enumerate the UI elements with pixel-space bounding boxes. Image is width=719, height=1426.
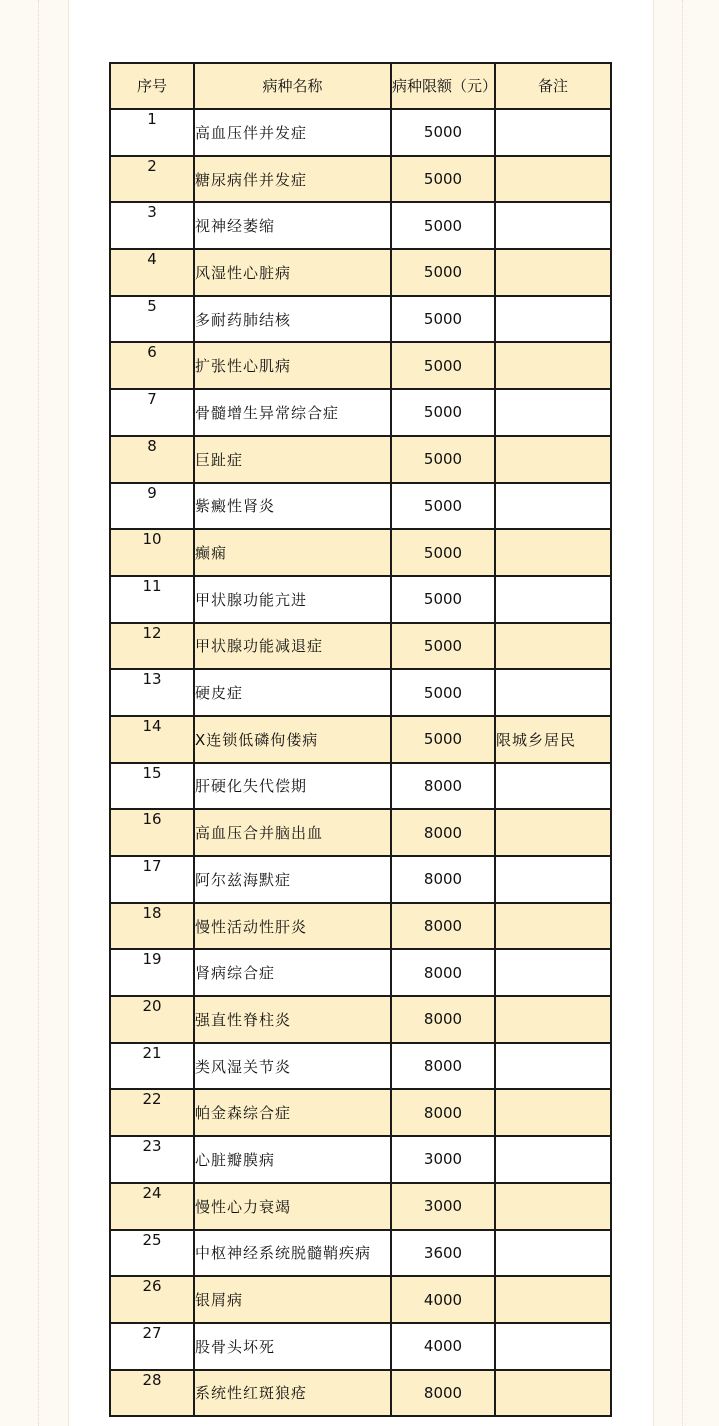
row-number: 28	[110, 1370, 194, 1417]
limit-amount: 8000	[391, 763, 495, 810]
table-row	[110, 1043, 611, 1090]
header-note: 备注	[495, 63, 611, 109]
disease-name: 高血压伴并发症	[194, 109, 391, 156]
limit-amount: 5000	[391, 342, 495, 389]
table-row	[110, 389, 611, 436]
limit-amount: 5000	[391, 716, 495, 763]
table-row	[110, 529, 611, 576]
row-note	[495, 483, 611, 530]
table-row	[110, 716, 611, 763]
row-number: 2	[110, 156, 194, 203]
row-note	[495, 389, 611, 436]
row-note	[495, 996, 611, 1043]
limit-amount: 8000	[391, 1089, 495, 1136]
disease-name: 强直性脊柱炎	[194, 996, 391, 1043]
limit-amount: 8000	[391, 996, 495, 1043]
disease-name: 慢性心力衰竭	[194, 1183, 391, 1230]
table-row	[110, 1323, 611, 1370]
disease-name: 硬皮症	[194, 669, 391, 716]
disease-name: 紫癜性肾炎	[194, 483, 391, 530]
disease-name: 骨髓增生异常综合症	[194, 389, 391, 436]
limit-amount: 4000	[391, 1276, 495, 1323]
row-note	[495, 1230, 611, 1277]
table-row	[110, 1136, 611, 1183]
disease-name: 肝硬化失代偿期	[194, 763, 391, 810]
limit-amount: 5000	[391, 249, 495, 296]
table-row	[110, 342, 611, 389]
row-number: 23	[110, 1136, 194, 1183]
disease-name: 甲状腺功能减退症	[194, 623, 391, 670]
disease-name: 类风湿关节炎	[194, 1043, 391, 1090]
limit-amount: 5000	[391, 576, 495, 623]
row-number: 21	[110, 1043, 194, 1090]
table-row	[110, 1370, 611, 1417]
row-note	[495, 576, 611, 623]
disease-name: 帕金森综合症	[194, 1089, 391, 1136]
table-row	[110, 763, 611, 810]
limit-amount: 3600	[391, 1230, 495, 1277]
disease-name: 巨趾症	[194, 436, 391, 483]
limit-amount: 5000	[391, 109, 495, 156]
header-name: 病种名称	[194, 63, 391, 109]
limit-amount: 8000	[391, 809, 495, 856]
row-note	[495, 436, 611, 483]
row-number: 11	[110, 576, 194, 623]
row-number: 26	[110, 1276, 194, 1323]
limit-amount: 5000	[391, 669, 495, 716]
limit-amount: 8000	[391, 903, 495, 950]
table-row	[110, 483, 611, 530]
row-note	[495, 1183, 611, 1230]
row-note	[495, 1323, 611, 1370]
limit-amount: 5000	[391, 202, 495, 249]
table-row	[110, 903, 611, 950]
row-note	[495, 1276, 611, 1323]
row-number: 9	[110, 483, 194, 530]
header-limit: 病种限额（元）	[391, 63, 495, 109]
disease-name: 高血压合并脑出血	[194, 809, 391, 856]
row-note	[495, 249, 611, 296]
row-note	[495, 623, 611, 670]
row-number: 10	[110, 529, 194, 576]
limit-amount: 8000	[391, 856, 495, 903]
limit-amount: 5000	[391, 529, 495, 576]
limit-amount: 3000	[391, 1136, 495, 1183]
disease-name: 癫痫	[194, 529, 391, 576]
row-note	[495, 949, 611, 996]
limit-amount: 5000	[391, 623, 495, 670]
disease-limit-table	[109, 62, 612, 1417]
row-note	[495, 856, 611, 903]
table-row	[110, 109, 611, 156]
disease-name: 糖尿病伴并发症	[194, 156, 391, 203]
row-number: 27	[110, 1323, 194, 1370]
disease-name: 心脏瓣膜病	[194, 1136, 391, 1183]
limit-amount: 5000	[391, 156, 495, 203]
table-row	[110, 1276, 611, 1323]
row-note	[495, 903, 611, 950]
row-number: 3	[110, 202, 194, 249]
table-row	[110, 202, 611, 249]
table-row	[110, 949, 611, 996]
row-number: 5	[110, 296, 194, 343]
row-note: 限城乡居民	[495, 716, 611, 763]
row-number: 16	[110, 809, 194, 856]
row-note	[495, 1136, 611, 1183]
table-row	[110, 856, 611, 903]
row-note	[495, 529, 611, 576]
table-row	[110, 436, 611, 483]
limit-amount: 8000	[391, 1370, 495, 1417]
row-number: 15	[110, 763, 194, 810]
limit-amount: 8000	[391, 1043, 495, 1090]
disease-name: 股骨头坏死	[194, 1323, 391, 1370]
row-number: 25	[110, 1230, 194, 1277]
row-note	[495, 342, 611, 389]
row-number: 7	[110, 389, 194, 436]
table-row	[110, 249, 611, 296]
row-note	[495, 809, 611, 856]
row-note	[495, 669, 611, 716]
table-row	[110, 1183, 611, 1230]
table-row	[110, 809, 611, 856]
table-row	[110, 1089, 611, 1136]
table-row	[110, 1230, 611, 1277]
disease-name: 风湿性心脏病	[194, 249, 391, 296]
row-note	[495, 202, 611, 249]
disease-name: 视神经萎缩	[194, 202, 391, 249]
row-number: 17	[110, 856, 194, 903]
row-number: 19	[110, 949, 194, 996]
limit-amount: 3000	[391, 1183, 495, 1230]
disease-name: 肾病综合症	[194, 949, 391, 996]
row-number: 14	[110, 716, 194, 763]
row-note	[495, 1043, 611, 1090]
table-body	[110, 109, 611, 1416]
table-row	[110, 996, 611, 1043]
row-note	[495, 1089, 611, 1136]
header-no: 序号	[110, 63, 194, 109]
row-number: 24	[110, 1183, 194, 1230]
row-number: 20	[110, 996, 194, 1043]
limit-amount: 5000	[391, 483, 495, 530]
row-note	[495, 156, 611, 203]
table-row	[110, 576, 611, 623]
row-number: 22	[110, 1089, 194, 1136]
limit-amount: 5000	[391, 389, 495, 436]
limit-amount: 4000	[391, 1323, 495, 1370]
row-number: 4	[110, 249, 194, 296]
disease-name: 慢性活动性肝炎	[194, 903, 391, 950]
row-number: 6	[110, 342, 194, 389]
row-note	[495, 763, 611, 810]
disease-name: 中枢神经系统脱髓鞘疾病	[194, 1230, 391, 1277]
row-number: 12	[110, 623, 194, 670]
limit-amount: 5000	[391, 436, 495, 483]
table-row	[110, 669, 611, 716]
limit-amount: 5000	[391, 296, 495, 343]
row-note	[495, 1370, 611, 1417]
disease-name: 多耐药肺结核	[194, 296, 391, 343]
table-row	[110, 296, 611, 343]
disease-name: 阿尔兹海默症	[194, 856, 391, 903]
row-number: 8	[110, 436, 194, 483]
row-note	[495, 296, 611, 343]
row-number: 1	[110, 109, 194, 156]
table-row	[110, 156, 611, 203]
table-header-row	[110, 63, 611, 109]
limit-amount: 8000	[391, 949, 495, 996]
row-number: 13	[110, 669, 194, 716]
disease-name: 系统性红斑狼疮	[194, 1370, 391, 1417]
row-note	[495, 109, 611, 156]
disease-name: 甲状腺功能亢进	[194, 576, 391, 623]
disease-name: 银屑病	[194, 1276, 391, 1323]
disease-name: X连锁低磷佝偻病	[194, 716, 391, 763]
table-row	[110, 623, 611, 670]
disease-name: 扩张性心肌病	[194, 342, 391, 389]
row-number: 18	[110, 903, 194, 950]
